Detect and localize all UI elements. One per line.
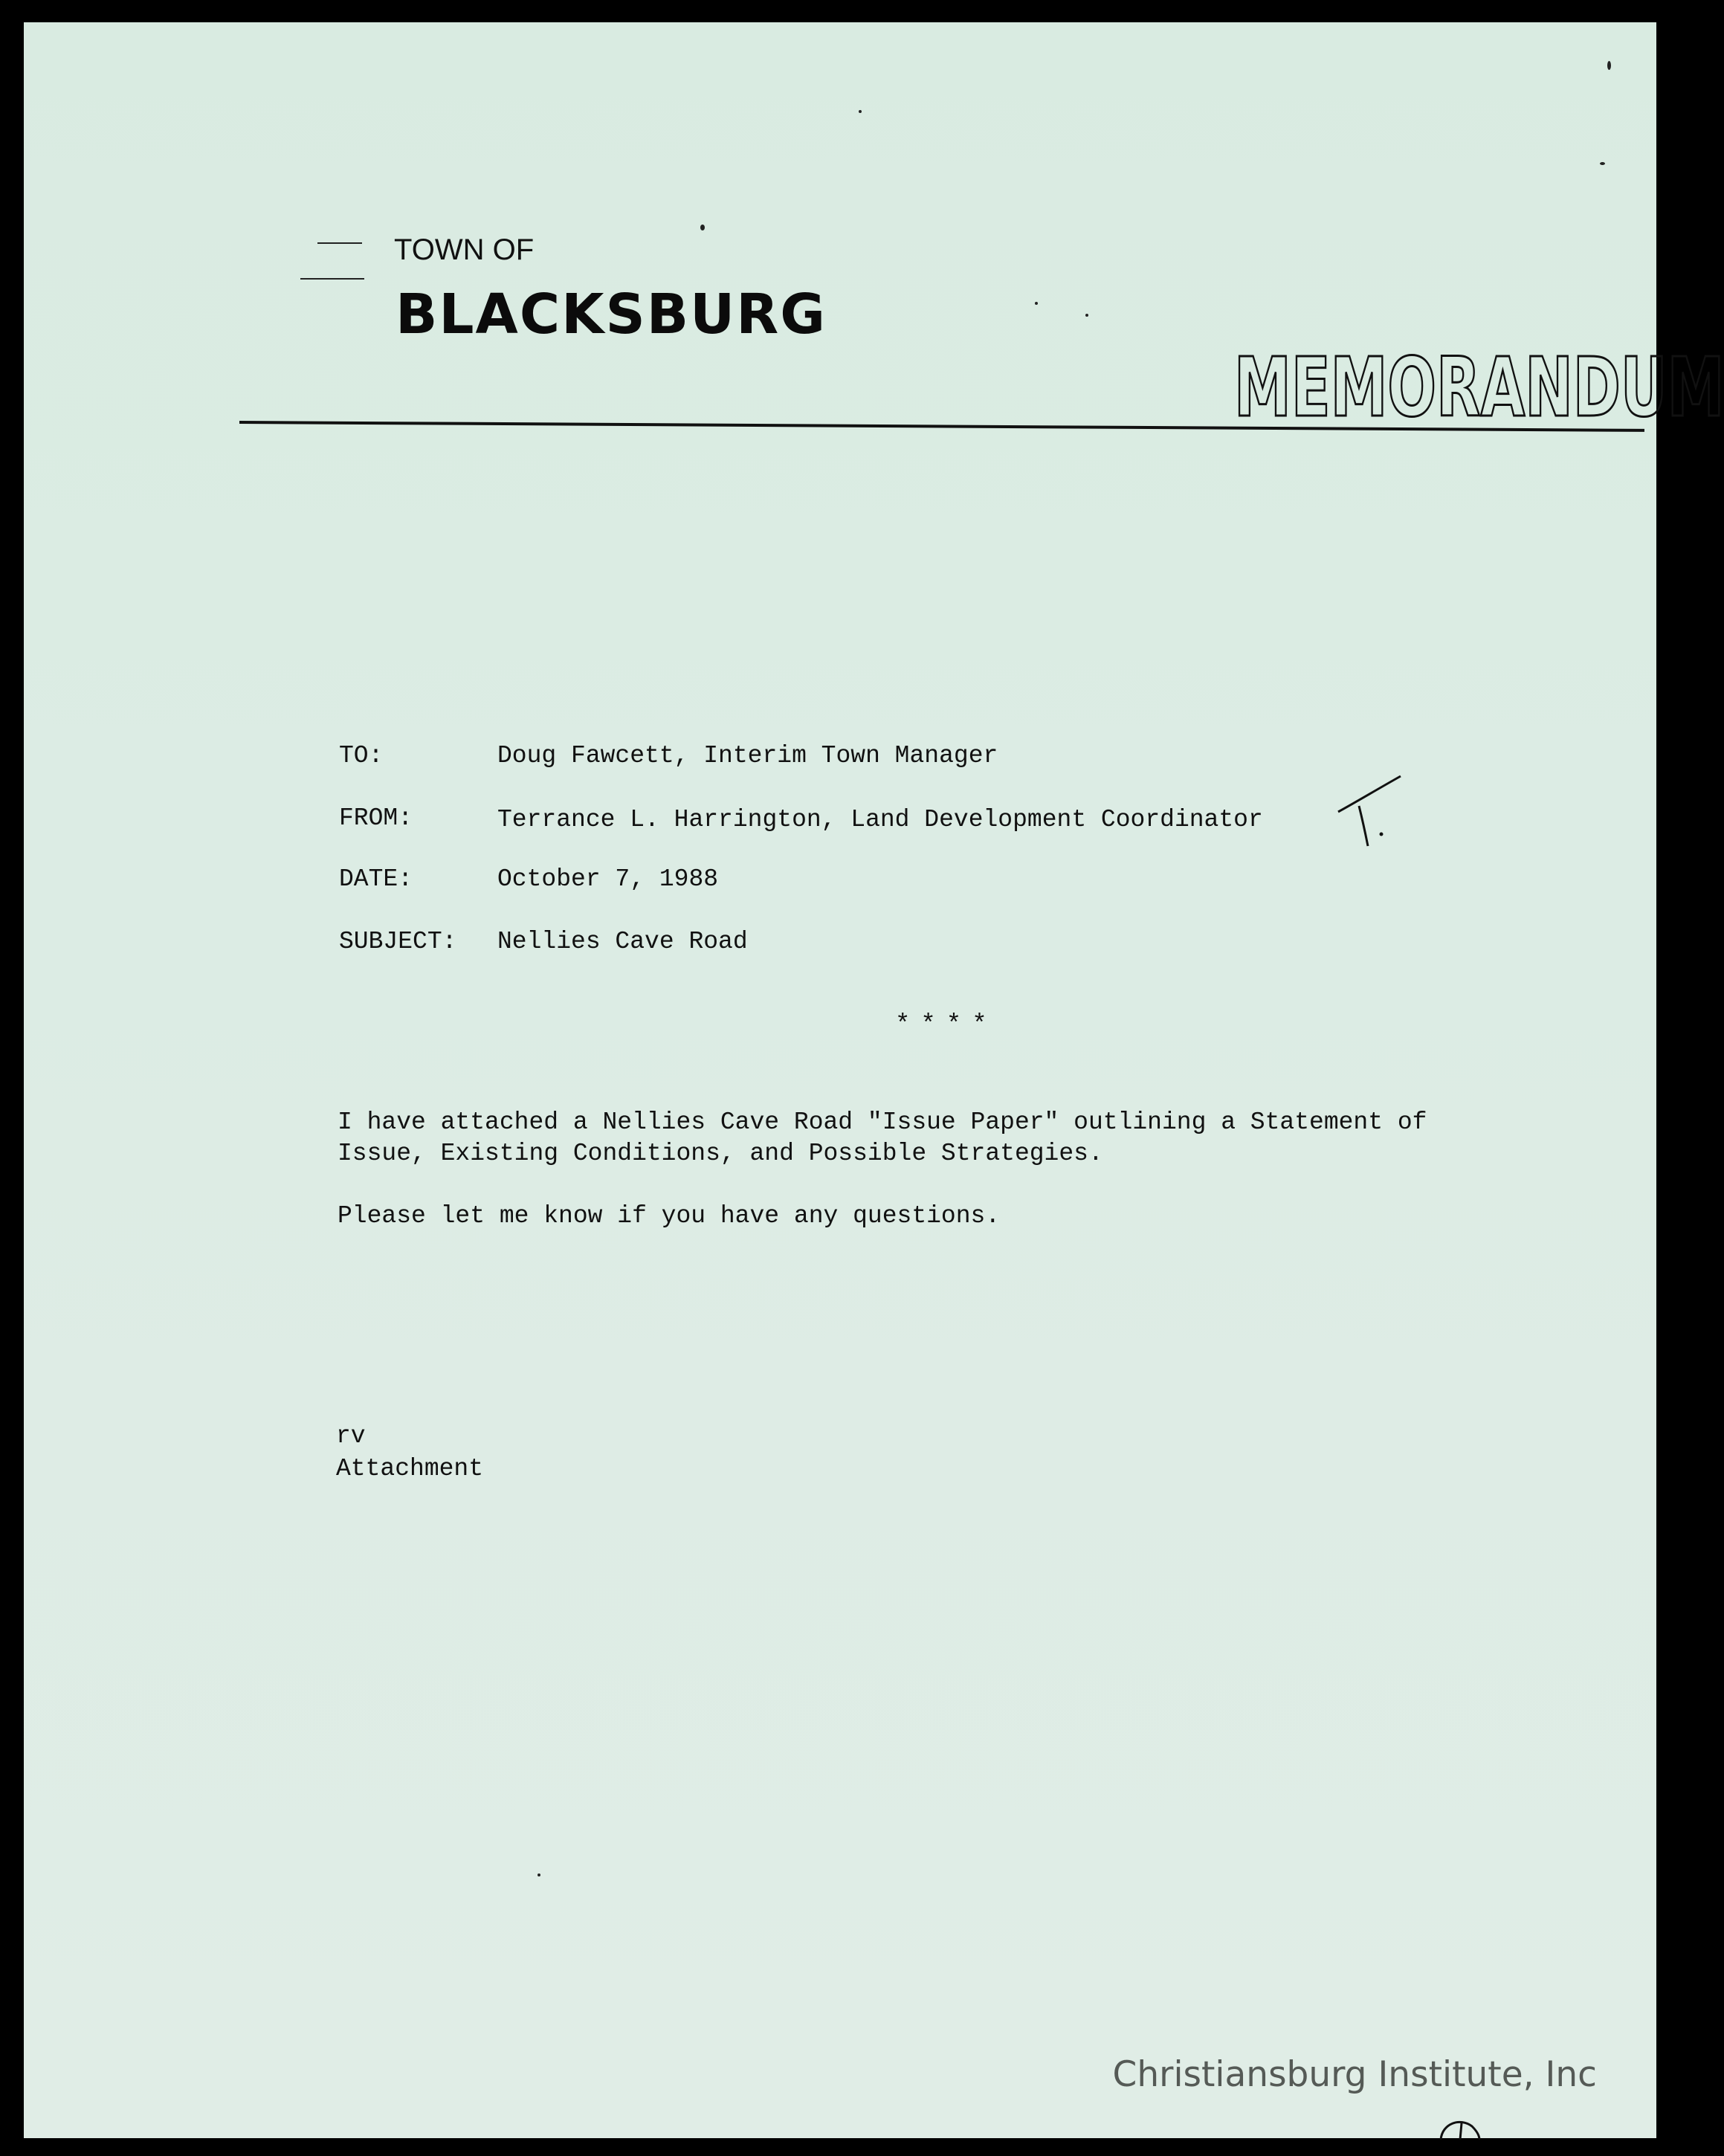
from-value: Terrance L. Harrington, Land Development Coordinator xyxy=(497,806,1263,833)
archive-watermark: Christiansburg Institute, Inc xyxy=(1112,2054,1597,2095)
letterhead-dash xyxy=(317,242,362,244)
speck xyxy=(859,110,862,113)
memorandum-heading: MEMORANDUM xyxy=(1234,340,1724,435)
letterhead-rule xyxy=(300,278,364,280)
subject-label: SUBJECT: xyxy=(339,928,457,955)
to-label: TO: xyxy=(339,742,384,769)
letterhead-town-name: BLACKSBURG xyxy=(396,283,827,346)
speck xyxy=(1600,162,1605,165)
page-number-mark xyxy=(1435,2110,1494,2140)
to-value: Doug Fawcett, Interim Town Manager xyxy=(497,742,998,769)
handwritten-initial xyxy=(1332,773,1421,855)
separator-asterisks: **** xyxy=(895,1011,998,1039)
date-label: DATE: xyxy=(339,865,413,893)
body-paragraph-line-3: Please let me know if you have any questions. xyxy=(338,1202,1001,1230)
body-paragraph-line-2: Issue, Existing Conditions, and Possible Strategies. xyxy=(338,1140,1103,1167)
memo-page xyxy=(24,22,1724,2138)
from-label: FROM: xyxy=(339,804,413,832)
speck xyxy=(1085,314,1088,317)
date-value: October 7, 1988 xyxy=(497,865,719,893)
speck xyxy=(537,1873,540,1876)
speck xyxy=(1035,302,1038,305)
body-paragraph-line-1: I have attached a Nellies Cave Road "Issue Paper" outlining a Statement of xyxy=(338,1108,1427,1136)
letterhead-town-of: TOWN OF xyxy=(394,233,535,266)
subject-value: Nellies Cave Road xyxy=(497,928,748,955)
speck xyxy=(700,225,705,230)
speck xyxy=(1607,61,1611,70)
enclosure-notation: Attachment xyxy=(336,1455,484,1482)
typist-initials: rv xyxy=(336,1422,366,1450)
